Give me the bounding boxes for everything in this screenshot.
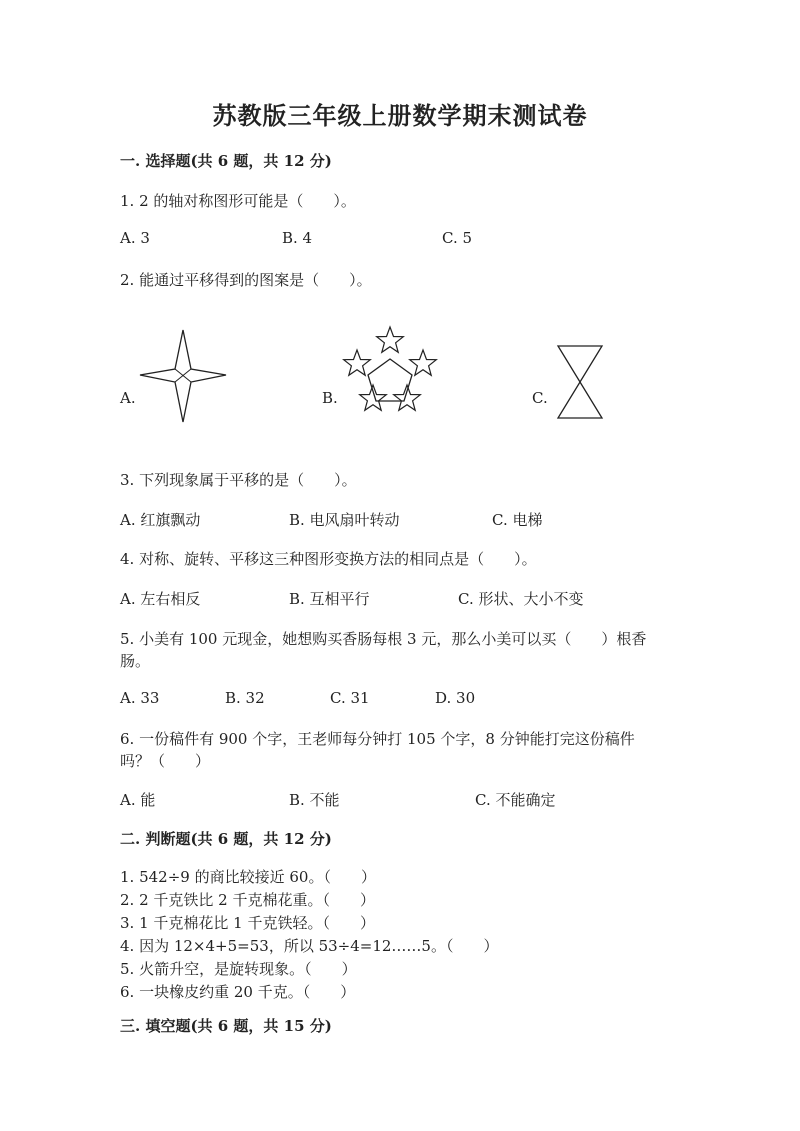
option-c: C. 31 [330,689,370,707]
judgement-item: 3. 1 千克棉花比 1 千克铁轻。（ ） [120,914,375,932]
judgement-item: 6. 一块橡皮约重 20 千克。（ ） [120,983,356,1001]
four-point-star-figure [138,328,228,424]
question-text-line: 5. 小美有 100 元现金，她想购买香肠每根 3 元，那么小美可以买（ ）根香 [120,630,647,648]
option-b: B. 4 [282,229,313,247]
question-text: 1. 2 的轴对称图形可能是（ ）。 [120,192,356,210]
option-c: C. 不能确定 [475,791,556,809]
judgement-item: 4. 因为 12×4+5=53，所以 53÷4=12……5。（ ） [120,937,499,955]
question-text: 2. 能通过平移得到的图案是（ ）。 [120,271,372,289]
judgement-item: 2. 2 千克铁比 2 千克棉花重。（ ） [120,891,375,909]
section-heading-choice: 一. 选择题(共 6 题，共 12 分) [120,152,332,170]
option-b: B. 电风扇叶转动 [289,511,400,529]
option-b: B. 32 [225,689,265,707]
option-a: A. 红旗飘动 [120,511,201,529]
option-a: A. 3 [120,229,150,247]
option-d: D. 30 [435,689,476,707]
hourglass-triangles-figure [556,344,604,420]
five-stars-around-pentagon-figure [340,324,440,420]
judgement-item: 5. 火箭升空，是旋转现象。（ ） [120,960,357,978]
option-c: C. [532,389,548,407]
option-a: A. 左右相反 [120,590,201,608]
option-a: A. 能 [120,791,156,809]
page-title: 苏教版三年级上册数学期末测试卷 [212,101,588,130]
option-a: A. 33 [120,689,160,707]
question-text-line: 6. 一份稿件有 900 个字，王老师每分钟打 105 个字，8 分钟能打完这份稿件 [120,730,635,748]
judgement-item: 1. 542÷9 的商比较接近 60。（ ） [120,868,376,886]
option-c: C. 5 [442,229,473,247]
question-text: 4. 对称、旋转、平移这三种图形变换方法的相同点是（ ）。 [120,550,537,568]
option-b: B. [322,389,338,407]
section-heading-fill-in: 三. 填空题(共 6 题，共 15 分) [120,1017,332,1035]
question-text-line: 肠。 [120,652,151,670]
option-c: C. 形状、大小不变 [458,590,584,608]
option-a: A. [120,389,136,407]
option-b: B. 不能 [289,791,340,809]
question-text-line: 吗？（ ） [120,752,211,770]
option-b: B. 互相平行 [289,590,370,608]
option-c: C. 电梯 [492,511,543,529]
section-heading-judgement: 二. 判断题(共 6 题，共 12 分) [120,830,332,848]
question-text: 3. 下列现象属于平移的是（ ）。 [120,471,357,489]
